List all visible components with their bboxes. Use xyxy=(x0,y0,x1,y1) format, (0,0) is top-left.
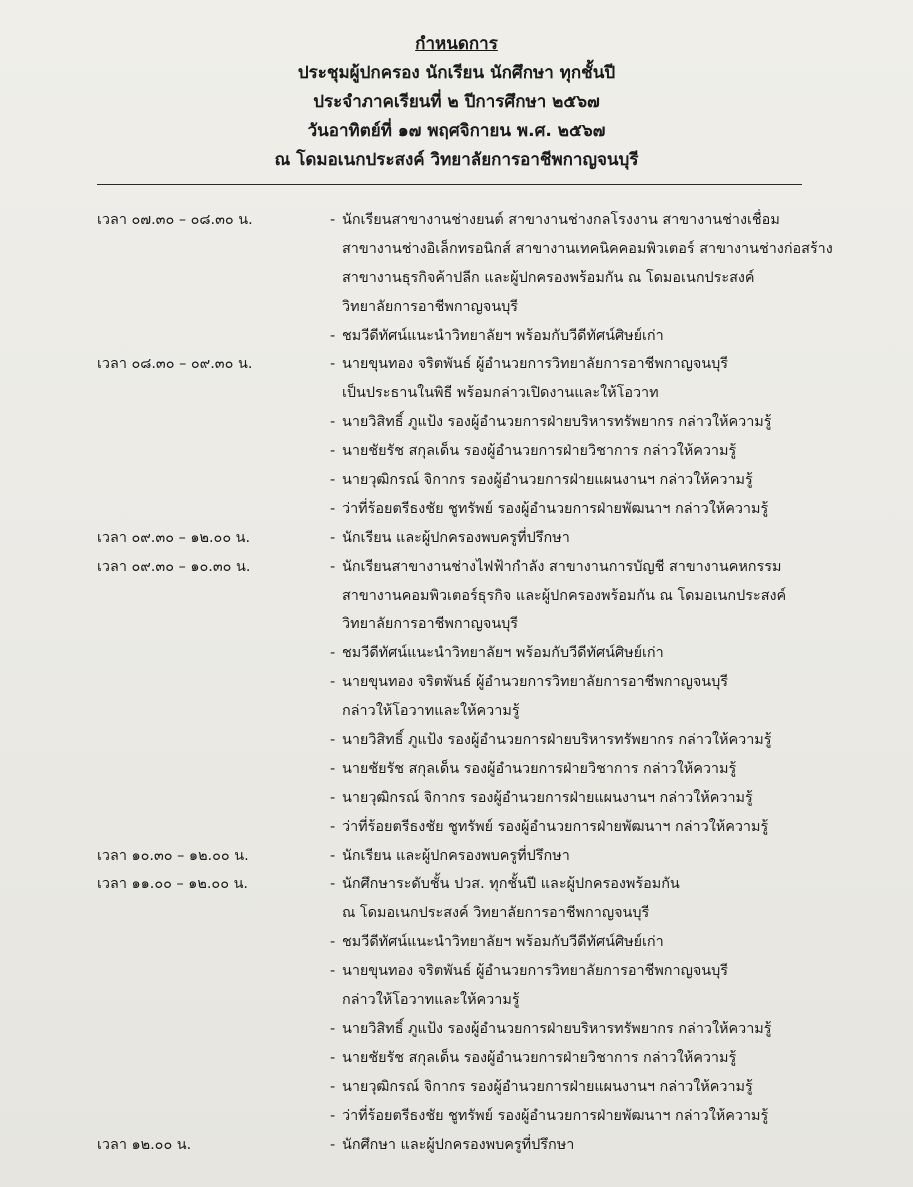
bullet-dash: - xyxy=(330,645,336,662)
bullet-dash: - xyxy=(330,674,336,691)
bullet-dash: - xyxy=(330,1020,336,1037)
semester-info: ประจำภาคเรียนที่ ๒ ปีการศึกษา ๒๕๖๗ xyxy=(313,92,600,112)
schedule-text: นายวุฒิกรณ์ จิกากร รองผู้อำนวยการฝ่ายแผนงานฯ กล่าวให้ความรู้ xyxy=(342,472,753,489)
bullet-dash: - xyxy=(330,1107,336,1124)
schedule-text: นักศึกษา และผู้ปกครองพบครูที่ปรึกษา xyxy=(342,1136,575,1153)
bullet-dash: - xyxy=(330,789,336,806)
schedule-row xyxy=(0,235,913,264)
schedule-time: เวลา ๑๑.๐๐ – ๑๒.๐๐ น. xyxy=(97,876,248,893)
schedule-text: นายชัยรัช สกุลเด็น รองผู้อำนวยการฝ่ายวิชาการ กล่าวให้ความรู้ xyxy=(342,1049,737,1066)
schedule-text: นักเรียนสาขางานช่างยนต์ สาขางานช่างกลโรงงาน สาขางานช่างเชื่อม xyxy=(342,212,780,228)
schedule-text: ณ โดมอเนกประสงค์ วิทยาลัยการอาชีพกาญจนบุรี xyxy=(342,905,650,922)
schedule-text: นายขุนทอง จริตพันธ์ ผู้อำนวยการวิทยาลัยการอาชีพกาญจนบุรี xyxy=(342,963,728,980)
schedule-text: ว่าที่ร้อยตรีธงชัย ชูทรัพย์ รองผู้อำนวยการฝ่ายพัฒนาฯ กล่าวให้ความรู้ xyxy=(342,1107,769,1124)
schedule-row xyxy=(0,437,913,466)
schedule-time: เวลา ๐๙.๓๐ – ๑๐.๓๐ น. xyxy=(97,558,251,575)
schedule-row xyxy=(0,206,913,235)
schedule-row xyxy=(0,842,913,871)
schedule-row xyxy=(0,726,913,755)
bullet-dash: - xyxy=(330,760,336,777)
schedule-row xyxy=(0,264,913,293)
event-name: ประชุมผู้ปกครอง นักเรียน นักศึกษา ทุกชั้นปี xyxy=(297,63,616,83)
schedule-list xyxy=(0,206,913,1159)
schedule-text: นักเรียน และผู้ปกครองพบครูที่ปรึกษา xyxy=(342,529,570,546)
schedule-text: นักเรียน และผู้ปกครองพบครูที่ปรึกษา xyxy=(342,847,570,864)
schedule-time: เวลา ๑๐.๓๐ – ๑๒.๐๐ น. xyxy=(97,847,249,864)
bullet-dash: - xyxy=(330,529,336,546)
bullet-dash: - xyxy=(330,1136,336,1153)
schedule-row xyxy=(0,582,913,611)
schedule-text: ชมวีดีทัศน์แนะนำวิทยาลัยฯ พร้อมกับวีดีทัศน์ศิษย์เก่า xyxy=(342,934,664,951)
schedule-row xyxy=(0,350,913,379)
event-venue: ณ โดมอเนกประสงค์ วิทยาลัยการอาชีพกาญจนบุรี xyxy=(274,150,639,170)
schedule-text: วิทยาลัยการอาชีพกาญจนบุรี xyxy=(342,298,519,315)
bullet-dash: - xyxy=(330,963,336,980)
schedule-row xyxy=(0,524,913,553)
schedule-row xyxy=(0,668,913,697)
schedule-text: นายขุนทอง จริตพันธ์ ผู้อำนวยการวิทยาลัยการอาชีพกาญจนบุรี xyxy=(342,356,728,373)
schedule-text: นายชัยรัช สกุลเด็น รองผู้อำนวยการฝ่ายวิชาการ กล่าวให้ความรู้ xyxy=(342,760,737,777)
schedule-row xyxy=(0,755,913,784)
bullet-dash: - xyxy=(330,212,336,228)
header-divider xyxy=(97,184,802,185)
schedule-text: นายชัยรัช สกุลเด็น รองผู้อำนวยการฝ่ายวิชาการ กล่าวให้ความรู้ xyxy=(342,443,737,460)
schedule-text: นายวิสิทธิ์ ภูแป้ง รองผู้อำนวยการฝ่ายบริหารทรัพยากร กล่าวให้ความรู้ xyxy=(342,1020,772,1037)
schedule-row xyxy=(0,697,913,726)
schedule-row xyxy=(0,495,913,524)
schedule-time: เวลา ๑๒.๐๐ น. xyxy=(97,1136,192,1153)
schedule-text: ชมวีดีทัศน์แนะนำวิทยาลัยฯ พร้อมกับวีดีทัศน์ศิษย์เก่า xyxy=(342,645,664,662)
schedule-time: เวลา ๐๙.๓๐ – ๑๒.๐๐ น. xyxy=(97,529,251,546)
schedule-row xyxy=(0,870,913,899)
bullet-dash: - xyxy=(330,443,336,460)
schedule-row xyxy=(0,899,913,928)
schedule-text: สาขางานคอมพิวเตอร์ธุรกิจ และผู้ปกครองพร้อมกัน ณ โดมอเนกประสงค์ xyxy=(342,587,787,604)
schedule-text: นักเรียนสาขางานช่างไฟฟ้ากำลัง สาขางานการบัญชี สาขางานคหกรรม xyxy=(342,558,782,575)
bullet-dash: - xyxy=(330,847,336,864)
schedule-row xyxy=(0,322,913,351)
schedule-row xyxy=(0,610,913,639)
schedule-text: นายวิสิทธิ์ ภูแป้ง รองผู้อำนวยการฝ่ายบริหารทรัพยากร กล่าวให้ความรู้ xyxy=(342,732,772,749)
schedule-text: วิทยาลัยการอาชีพกาญจนบุรี xyxy=(342,616,519,633)
schedule-text: นายวิสิทธิ์ ภูแป้ง รองผู้อำนวยการฝ่ายบริหารทรัพยากร กล่าวให้ความรู้ xyxy=(342,414,772,431)
schedule-row xyxy=(0,466,913,495)
document-title: กำหนดการ xyxy=(415,34,498,54)
schedule-time: เวลา ๐๘.๓๐ – ๐๙.๓๐ น. xyxy=(97,356,253,373)
event-date: วันอาทิตย์ที่ ๑๗ พฤศจิกายน พ.ศ. ๒๕๖๗ xyxy=(307,121,606,141)
schedule-row xyxy=(0,957,913,986)
schedule-text: ว่าที่ร้อยตรีธงชัย ชูทรัพย์ รองผู้อำนวยการฝ่ายพัฒนาฯ กล่าวให้ความรู้ xyxy=(342,818,769,835)
schedule-row xyxy=(0,1015,913,1044)
schedule-text: กล่าวให้โอวาทและให้ความรู้ xyxy=(342,703,520,720)
bullet-dash: - xyxy=(330,558,336,575)
bullet-dash: - xyxy=(330,818,336,835)
schedule-text: สาขางานธุรกิจค้าปลีก และผู้ปกครองพร้อมกัน ณ โดมอเนกประสงค์ xyxy=(342,269,755,286)
bullet-dash: - xyxy=(330,472,336,489)
bullet-dash: - xyxy=(330,500,336,517)
schedule-text: นายวุฒิกรณ์ จิกากร รองผู้อำนวยการฝ่ายแผนงานฯ กล่าวให้ความรู้ xyxy=(342,1078,753,1095)
schedule-row xyxy=(0,784,913,813)
bullet-dash: - xyxy=(330,327,336,344)
schedule-text: ชมวีดีทัศน์แนะนำวิทยาลัยฯ พร้อมกับวีดีทัศน์ศิษย์เก่า xyxy=(342,327,664,344)
schedule-row xyxy=(0,1102,913,1131)
schedule-row xyxy=(0,1073,913,1102)
schedule-row xyxy=(0,553,913,582)
schedule-row xyxy=(0,1131,913,1160)
document-header xyxy=(0,30,913,175)
schedule-row xyxy=(0,986,913,1015)
schedule-row xyxy=(0,639,913,668)
bullet-dash: - xyxy=(330,876,336,893)
bullet-dash: - xyxy=(330,414,336,431)
schedule-text: สาขางานช่างอิเล็กทรอนิกส์ สาขางานเทคนิคคอมพิวเตอร์ สาขางานช่างก่อสร้าง xyxy=(342,240,833,257)
schedule-time: เวลา ๐๗.๓๐ – ๐๘.๓๐ น. xyxy=(97,212,253,228)
schedule-row xyxy=(0,408,913,437)
schedule-text: นายขุนทอง จริตพันธ์ ผู้อำนวยการวิทยาลัยการอาชีพกาญจนบุรี xyxy=(342,674,728,691)
bullet-dash: - xyxy=(330,732,336,749)
bullet-dash: - xyxy=(330,934,336,951)
schedule-row xyxy=(0,379,913,408)
schedule-text: เป็นประธานในพิธี พร้อมกล่าวเปิดงานและให้โอวาท xyxy=(342,385,659,402)
schedule-row xyxy=(0,1044,913,1073)
bullet-dash: - xyxy=(330,1078,336,1095)
bullet-dash: - xyxy=(330,356,336,373)
schedule-text: ว่าที่ร้อยตรีธงชัย ชูทรัพย์ รองผู้อำนวยการฝ่ายพัฒนาฯ กล่าวให้ความรู้ xyxy=(342,500,769,517)
schedule-row xyxy=(0,928,913,957)
schedule-row xyxy=(0,813,913,842)
bullet-dash: - xyxy=(330,1049,336,1066)
schedule-row xyxy=(0,293,913,322)
schedule-text: กล่าวให้โอวาทและให้ความรู้ xyxy=(342,992,520,1009)
schedule-text: นักศึกษาระดับชั้น ปวส. ทุกชั้นปี และผู้ปกครองพร้อมกัน xyxy=(342,876,680,893)
schedule-text: นายวุฒิกรณ์ จิกากร รองผู้อำนวยการฝ่ายแผนงานฯ กล่าวให้ความรู้ xyxy=(342,789,753,806)
